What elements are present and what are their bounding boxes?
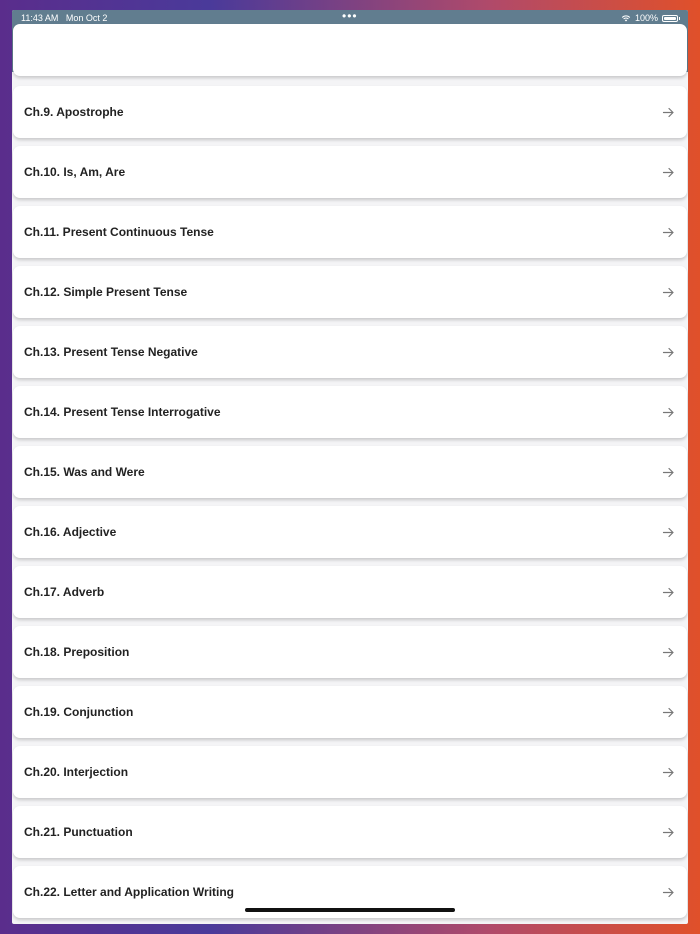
chapter-title: Ch.20. Interjection — [24, 765, 129, 779]
battery-percent: 100% — [634, 13, 658, 23]
wifi-icon — [621, 14, 631, 22]
chapter-title: Ch.11. Present Continuous Tense — [24, 225, 214, 239]
chapter-title: Ch.17. Adverb — [24, 585, 105, 599]
chapter-item[interactable] — [13, 746, 687, 798]
chapter-title: Ch.16. Adjective — [24, 525, 117, 539]
arrow-right-icon[interactable] — [662, 286, 675, 299]
chapter-title: Ch.10. Is, Am, Are — [24, 165, 126, 179]
chapter-item[interactable] — [13, 446, 687, 498]
chapter-item[interactable] — [13, 806, 687, 858]
arrow-right-icon[interactable] — [662, 706, 675, 719]
arrow-right-icon[interactable] — [662, 166, 675, 179]
chapter-item[interactable] — [13, 266, 687, 318]
multitask-dots-icon[interactable]: ••• — [342, 10, 358, 23]
arrow-right-icon[interactable] — [662, 826, 675, 839]
arrow-right-icon[interactable] — [662, 526, 675, 539]
chapter-item[interactable] — [13, 626, 687, 678]
status-time-text: 11:43 AM — [21, 13, 59, 23]
chapter-title: Ch.22. Letter and Application Writing — [24, 885, 235, 899]
arrow-right-icon[interactable] — [662, 886, 675, 899]
chapter-item[interactable] — [13, 326, 687, 378]
arrow-right-icon[interactable] — [662, 586, 675, 599]
chapter-item[interactable] — [13, 206, 687, 258]
arrow-right-icon[interactable] — [662, 646, 675, 659]
home-indicator[interactable] — [245, 908, 455, 912]
status-date-text: Mon Oct 2 — [65, 13, 108, 23]
battery-icon — [662, 15, 678, 22]
chapter-title: Ch.19. Conjunction — [24, 705, 134, 719]
list-item-partial[interactable] — [13, 24, 687, 76]
arrow-right-icon[interactable] — [662, 466, 675, 479]
chapter-item[interactable] — [13, 146, 687, 198]
arrow-right-icon[interactable] — [662, 346, 675, 359]
arrow-right-icon[interactable] — [662, 106, 675, 119]
arrow-right-icon[interactable] — [662, 226, 675, 239]
status-time — [21, 13, 107, 23]
chapter-title: Ch.18. Preposition — [24, 645, 130, 659]
chapter-item[interactable] — [13, 686, 687, 738]
app-window — [12, 10, 688, 924]
chapter-title: Ch.15. Was and Were — [24, 465, 145, 479]
chapter-item[interactable] — [13, 86, 687, 138]
chapter-title: Ch.21. Punctuation — [24, 825, 133, 839]
chapter-item[interactable] — [13, 506, 687, 558]
arrow-right-icon[interactable] — [662, 766, 675, 779]
chapter-title: Ch.9. Apostrophe — [24, 105, 124, 119]
chapter-title: Ch.14. Present Tense Interrogative — [24, 405, 221, 419]
chapter-item[interactable] — [13, 566, 687, 618]
arrow-right-icon[interactable] — [662, 406, 675, 419]
chapter-item[interactable] — [13, 386, 687, 438]
chapter-title: Ch.12. Simple Present Tense — [24, 285, 188, 299]
status-right — [621, 13, 678, 23]
chapter-title: Ch.13. Present Tense Negative — [24, 345, 198, 359]
